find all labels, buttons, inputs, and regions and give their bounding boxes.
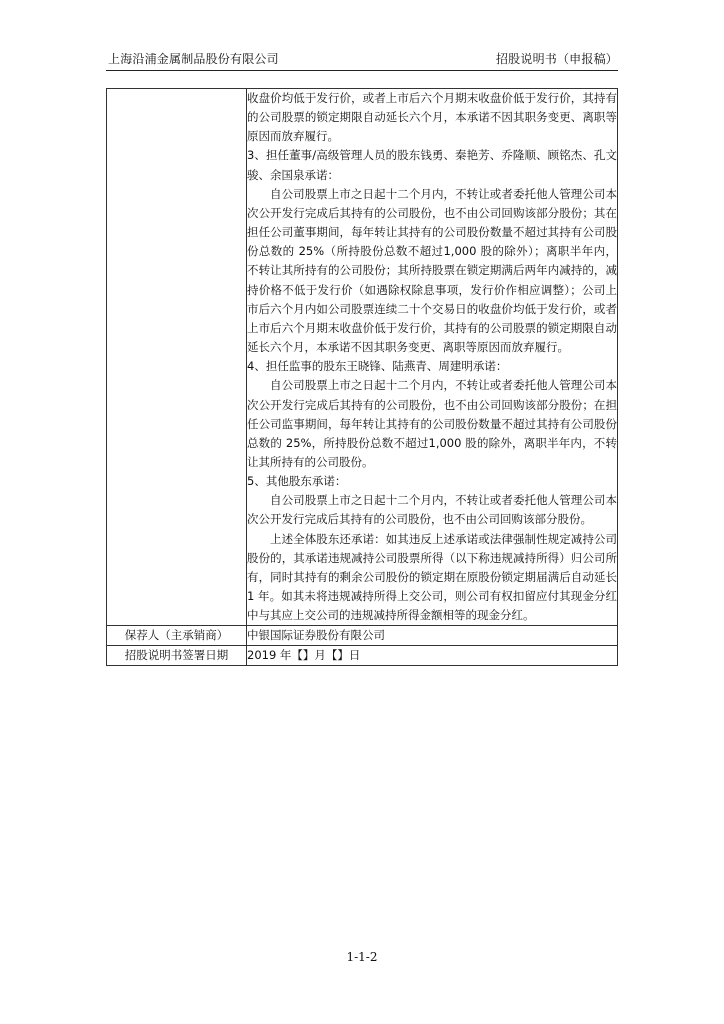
page-number: 1-1-2 [346,950,378,964]
commitment-heading: 5、其他股东承诺： [247,474,347,489]
commitment-paragraph: 上述全体股东还承诺：如其违反上述承诺或法律强制性规定减持公司股份的，其承诺违规减持公司股票所得（以下称违规减持所得）归公司所有，同时其持有的剩余公司股份的锁定期在原股份锁定期届满后自动延长 1 年。如其未将违规减持所得上交公司，则公司有权扣留应付其现金分红中与其应上交公司的违规减持所得金额相等的现金分红。 [247,531,617,623]
commitment-paragraph: 自公司股票上市之日起十二个月内，不转让或者委托他人管理公司本次公开发行完成后其持有的公司股份，也不由公司回购该部分股份；其在担任公司董事期间，每年转让其持有的公司股份数量不超过其持有公司股份总数的 25%（所持股份总数不超过1,000 股的除外）；离职半年内，不转让其所持有的公司股份；其所持股票在锁定期满后两年内减持的，减持价格不低于发行价（如遇除权除息事项，发行价作相应调整）；公司上市后六个月内如公司股票连续二十个交易日的收盘价均低于发行价，或者上市后六个月期末收盘价低于发行价，其持有的公司股票的锁定期限自动延长六个月，本承诺不因其职务变更、离职等原因而放弃履行。 [247,186,617,355]
commitments-content-cell [247,89,618,626]
table-row-signing-date [107,646,618,666]
signing-date-label: 招股说明书签署日期 [107,646,247,666]
header-divider [106,70,618,71]
header-company-name: 上海沿浦金属制品股份有限公司 [108,52,279,66]
table-row-commitments [107,89,618,626]
commitments-label-cell [107,89,247,626]
commitment-paragraph: 收盘价均低于发行价，或者上市后六个月期末收盘价低于发行价，其持有的公司股票的锁定期限自动延长六个月，本承诺不因其职务变更、离职等原因而放弃履行。 [247,91,617,144]
header-document-title: 招股说明书（申报稿） [495,52,618,66]
commitment-heading: 3、担任董事/高级管理人员的股东钱勇、秦艳芳、乔隆顺、顾铭杰、孔文骏、余国泉承诺： [247,148,617,182]
commitment-heading: 4、担任监事的股东王晓锋、陆燕青、周建明承诺： [247,359,508,374]
commitment-paragraph: 自公司股票上市之日起十二个月内，不转让或者委托他人管理公司本次公开发行完成后其持有的公司股份，也不由公司回购该部分股份；在担任公司监事期间，每年转让其持有的公司股份数量不超过其持有公司股份总数的 25%，所持股份总数不超过1,000 股的除外，离职半年内，不转让其所持有的公司股份。 [247,378,617,469]
prospectus-info-table [106,88,618,666]
commitment-paragraph: 自公司股票上市之日起十二个月内，不转让或者委托他人管理公司本次公开发行完成后其持有的公司股份，也不由公司回购该部分股份。 [247,493,617,527]
sponsor-value: 中银国际证券股份有限公司 [247,626,618,646]
sponsor-label: 保荐人（主承销商） [107,626,247,646]
signing-date-value: 2019 年【】月【】日 [247,646,618,666]
table-row-sponsor [107,626,618,646]
